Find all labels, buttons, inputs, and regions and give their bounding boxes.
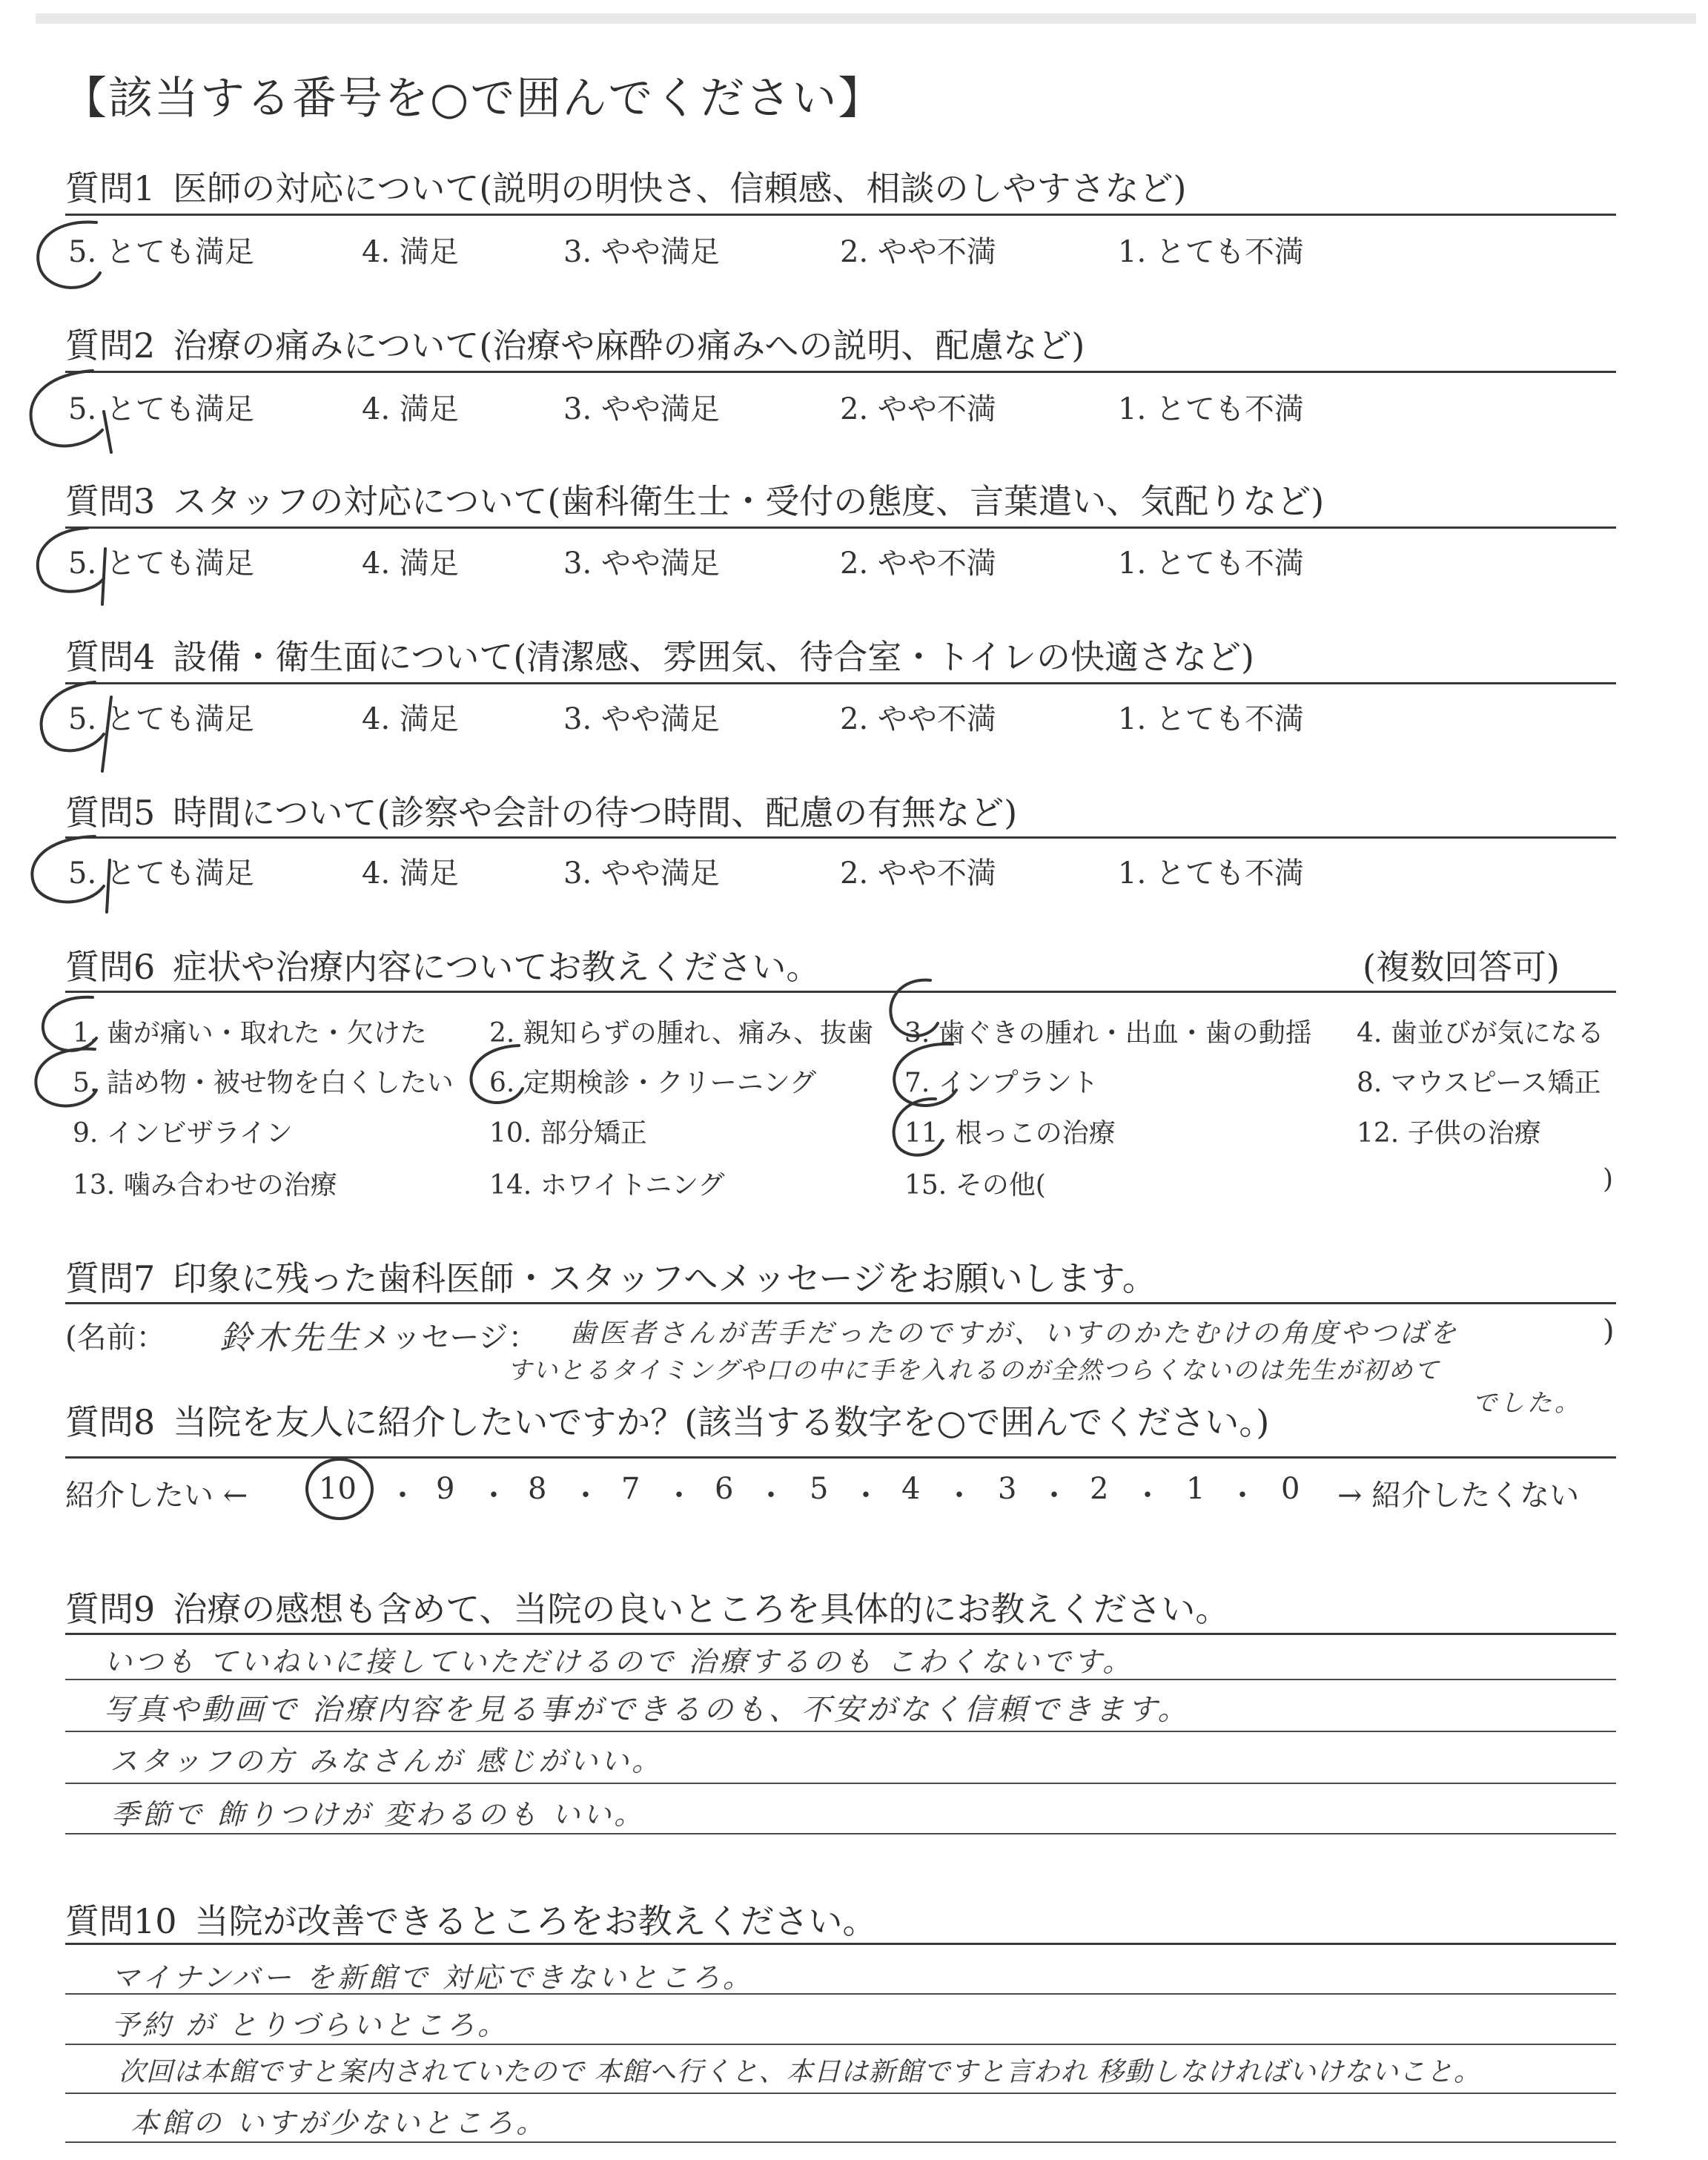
q1-option-1[interactable]: 1. とても不満	[1118, 235, 1304, 269]
q4-option-2[interactable]: 2. やや不満	[840, 702, 996, 736]
q6-note: (複数回答可)	[1363, 947, 1560, 987]
q8-rule	[65, 1456, 1616, 1459]
q3-number: 質問3	[65, 481, 156, 521]
q8-scale-3[interactable]: 3	[998, 1472, 1017, 1506]
q6-option-7[interactable]: 7. インプラント	[904, 1068, 1099, 1098]
q4-option-4[interactable]: 4. 満足	[362, 702, 459, 736]
q4-option-1[interactable]: 1. とても不満	[1118, 702, 1304, 736]
q7-rule	[65, 1302, 1616, 1304]
q4-option-3[interactable]: 3. やや満足	[563, 702, 720, 736]
q5-number: 質問5	[65, 793, 156, 833]
q8-number: 質問8	[65, 1402, 156, 1442]
q6-option-9[interactable]: 9. インビザライン	[73, 1118, 293, 1149]
q9-number: 質問9	[65, 1589, 156, 1629]
q7-message-label: メッセージ：	[362, 1321, 538, 1355]
page-heading: 【該当する番号を○で囲んでください】	[62, 73, 884, 125]
q8-scale-5[interactable]: 5	[810, 1472, 829, 1506]
q5-option-3[interactable]: 3. やや満足	[563, 856, 720, 891]
q6-option-8[interactable]: 8. マウスピース矯正	[1357, 1068, 1601, 1098]
q10-line-rule	[65, 1993, 1616, 1995]
q8-sep: ・	[388, 1479, 417, 1513]
q6-option-14[interactable]: 14. ホワイトニング	[489, 1170, 725, 1200]
q9-answer-line-3[interactable]: スタッフの方 みなさんが 感じがいい。	[110, 1745, 663, 1777]
q6-option-12[interactable]: 12. 子供の治療	[1357, 1118, 1541, 1149]
q4-option-5[interactable]: 5. とても満足	[68, 702, 254, 736]
q5-option-5[interactable]: 5. とても満足	[68, 856, 254, 891]
q8-sep: ・	[479, 1479, 509, 1513]
q7-close-paren: )	[1603, 1314, 1615, 1348]
q4-title	[65, 630, 1254, 679]
q10-answer-line-1[interactable]: マイナンバー を新館で 対応できないところ。	[111, 1961, 754, 1994]
q8-scale-7[interactable]: 7	[621, 1472, 640, 1506]
q2-title	[65, 319, 1085, 368]
q2-option-3[interactable]: 3. やや満足	[563, 392, 720, 426]
q6-other-close: )	[1603, 1164, 1614, 1195]
q8-sep: ・	[571, 1479, 600, 1513]
q6-option-10[interactable]: 10. 部分矯正	[489, 1118, 647, 1149]
q3-option-2[interactable]: 2. やや不満	[840, 546, 996, 581]
q2-rule	[65, 371, 1616, 373]
q8-text: 当院を友人に紹介したいですか？(該当する数字を○で囲んでください。)	[173, 1402, 1270, 1442]
q3-rule	[65, 526, 1616, 529]
q5-text: 時間について(診察や会計の待つ時間、配慮の有無など)	[173, 793, 1018, 833]
q9-rule	[65, 1633, 1616, 1635]
q10-answer-line-2[interactable]: 予約 が とりづらいところ。	[111, 2009, 509, 2041]
q9-answer-line-2[interactable]: 写真や動画で 治療内容を見る事ができるのも、不安がなく信頼できます。	[104, 1693, 1191, 1727]
q9-line-rule	[65, 1833, 1616, 1834]
q3-title	[65, 475, 1324, 524]
q8-right-label: → 紹介したくない	[1337, 1479, 1580, 1513]
q8-title	[65, 1396, 1269, 1444]
q9-text: 治療の感想も含めて、当院の良いところを具体的にお教えください。	[173, 1589, 1230, 1629]
q6-number: 質問6	[65, 947, 156, 987]
q2-option-1[interactable]: 1. とても不満	[1118, 392, 1304, 426]
q7-text: 印象に残った歯科医師・スタッフへメッセージをお願いします。	[173, 1258, 1156, 1298]
q10-line-rule	[65, 2141, 1616, 2143]
q1-rule	[65, 214, 1616, 216]
q1-option-3[interactable]: 3. やや満足	[563, 235, 720, 269]
q5-option-1[interactable]: 1. とても不満	[1118, 856, 1304, 891]
q8-scale-8[interactable]: 8	[528, 1472, 547, 1506]
q6-text: 症状や治療内容についてお教えください。	[173, 947, 821, 987]
q5-rule	[65, 836, 1616, 839]
q2-option-2[interactable]: 2. やや不満	[840, 392, 996, 426]
q10-number: 質問10	[65, 1901, 177, 1941]
q1-option-5[interactable]: 5. とても満足	[68, 235, 254, 269]
q6-option-5[interactable]: 5. 詰め物・被せ物を白くしたい	[73, 1068, 454, 1098]
q8-sep: ・	[851, 1479, 881, 1513]
q1-number: 質問1	[65, 168, 156, 208]
q8-sep: ・	[1228, 1479, 1257, 1513]
q10-answer-line-4[interactable]: 本館の いすが少ないところ。	[130, 2107, 548, 2139]
q6-option-6[interactable]: 6. 定期検診・クリーニング	[489, 1068, 817, 1098]
q8-sep: ・	[1039, 1479, 1069, 1513]
q7-number: 質問7	[65, 1258, 156, 1298]
q6-rule	[65, 991, 1616, 993]
q2-number: 質問2	[65, 326, 156, 366]
q1-title	[65, 162, 1186, 211]
q1-option-2[interactable]: 2. やや不満	[840, 235, 996, 269]
q7-title	[65, 1252, 1156, 1301]
q4-rule	[65, 682, 1616, 684]
q6-option-11[interactable]: 11. 根っこの治療	[904, 1118, 1116, 1149]
q3-text: スタッフの対応について(歯科衛生士・受付の態度、言葉遣い、気配りなど)	[173, 481, 1325, 521]
q3-option-5[interactable]: 5. とても満足	[68, 546, 254, 581]
q8-scale-10[interactable]: 10	[319, 1472, 357, 1506]
q3-option-1[interactable]: 1. とても不満	[1118, 546, 1304, 581]
q8-sep: ・	[664, 1479, 694, 1513]
q4-text: 設備・衛生面について(清潔感、雰囲気、待合室・トイレの快適さなど)	[173, 637, 1254, 677]
q7-name-value[interactable]: 鈴木先生	[219, 1319, 362, 1357]
q8-sep: ・	[1133, 1479, 1162, 1513]
q7-name-label: (名前：	[65, 1321, 166, 1355]
scan-top-edge	[36, 13, 1696, 24]
q5-option-4[interactable]: 4. 満足	[362, 856, 459, 891]
q10-line-rule	[65, 2044, 1616, 2045]
q7-message-line-2[interactable]: すいとるタイミングや口の中に手を入れるのが全然つらくないのは先生が初めて	[507, 1355, 1440, 1384]
q9-answer-line-4[interactable]: 季節で 飾りつけが 変わるのも いい。	[111, 1798, 646, 1831]
q9-answer-line-1[interactable]: いつも ていねいに接していただけるので 治療するのも こわくないです。	[104, 1645, 1134, 1678]
q1-text: 医師の対応について(説明の明快さ、信頼感、相談のしやすさなど)	[173, 168, 1187, 208]
q7-message-line-1[interactable]: 歯医者さんが苦手だったのですが、いすのかたむけの角度やつばを	[569, 1318, 1460, 1349]
q10-answer-line-3[interactable]: 次回は本館ですと案内されていたので 本館へ行くと、本日は新館ですと言われ 移動しなければいけないこと。	[119, 2057, 1481, 2087]
q10-rule	[65, 1943, 1616, 1945]
q10-title	[65, 1895, 877, 1943]
q6-option-15[interactable]: 15. その他(	[904, 1170, 1046, 1200]
q6-title	[65, 940, 820, 989]
q9-title	[65, 1582, 1229, 1631]
q7-message-line-3[interactable]: でした。	[1472, 1388, 1582, 1417]
q1-option-4[interactable]: 4. 満足	[362, 235, 459, 269]
q8-scale-2[interactable]: 2	[1090, 1472, 1109, 1506]
q6-option-2[interactable]: 2. 親知らずの腫れ、痛み、抜歯	[489, 1018, 874, 1048]
q6-option-3[interactable]: 3. 歯ぐきの腫れ・出血・歯の動揺	[904, 1018, 1312, 1048]
q2-option-4[interactable]: 4. 満足	[362, 392, 459, 426]
q6-option-4[interactable]: 4. 歯並びが気になる	[1357, 1018, 1604, 1048]
q3-option-4[interactable]: 4. 満足	[362, 546, 459, 581]
q8-sep: ・	[944, 1479, 974, 1513]
q8-scale-6[interactable]: 6	[715, 1472, 734, 1506]
q5-option-2[interactable]: 2. やや不満	[840, 856, 996, 891]
q3-option-3[interactable]: 3. やや満足	[563, 546, 720, 581]
q8-sep: ・	[756, 1479, 786, 1513]
q9-line-rule	[65, 1783, 1616, 1784]
q8-scale-4[interactable]: 4	[901, 1472, 921, 1506]
q8-scale-0[interactable]: 0	[1281, 1472, 1300, 1506]
q9-line-rule	[65, 1679, 1616, 1680]
q4-number: 質問4	[65, 637, 156, 677]
q10-text: 当院が改善できるところをお教えください。	[194, 1901, 877, 1941]
q2-option-5[interactable]: 5. とても満足	[68, 392, 254, 426]
q6-option-1[interactable]: 1. 歯が痛い・取れた・欠けた	[73, 1018, 427, 1048]
q10-line-rule	[65, 2093, 1616, 2094]
q5-title	[65, 786, 1017, 835]
q9-line-rule	[65, 1731, 1616, 1732]
q8-scale-9[interactable]: 9	[436, 1472, 455, 1506]
q8-scale-1[interactable]: 1	[1186, 1472, 1205, 1506]
q8-left-label: 紹介したい ←	[65, 1479, 248, 1513]
q2-text: 治療の痛みについて(治療や麻酔の痛みへの説明、配慮など)	[173, 326, 1085, 366]
q6-option-13[interactable]: 13. 噛み合わせの治療	[73, 1170, 337, 1200]
